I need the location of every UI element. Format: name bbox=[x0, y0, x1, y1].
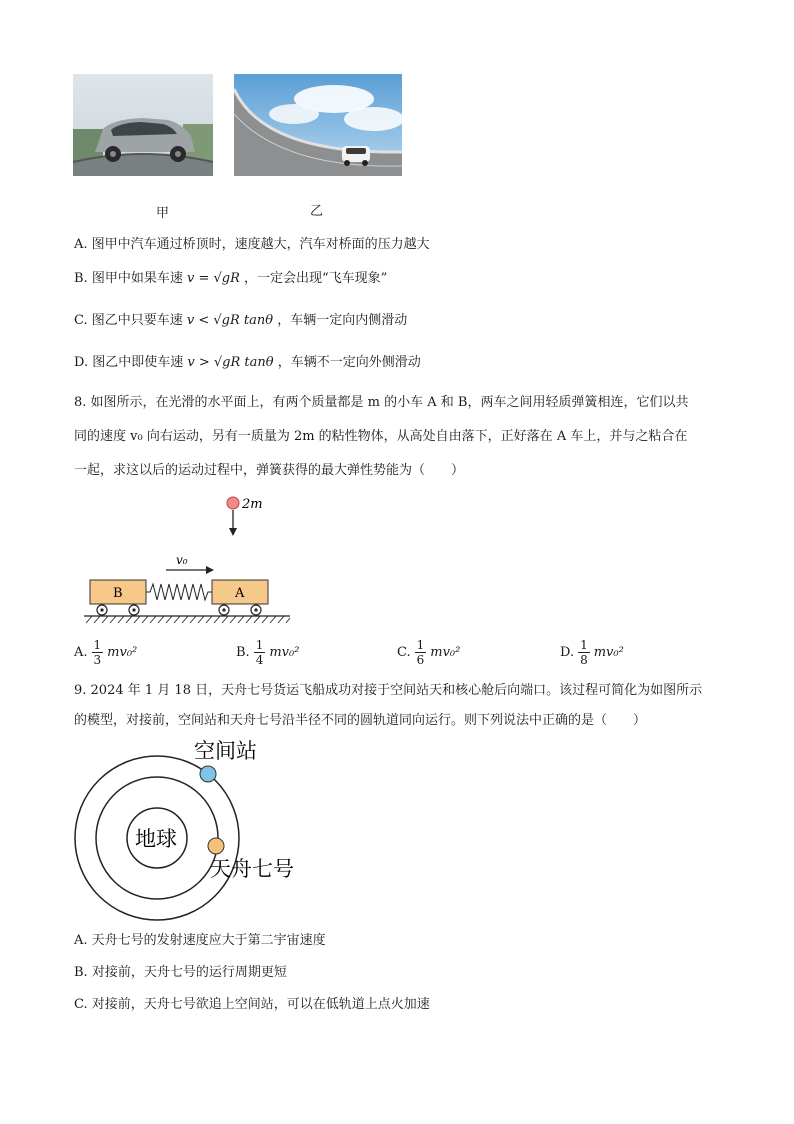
earth-label: 地球 bbox=[135, 827, 177, 851]
q8-option-d bbox=[560, 638, 624, 667]
velocity-arrow-head bbox=[206, 566, 214, 574]
photo-jia-caption: 甲 bbox=[156, 206, 170, 221]
q8-option-b-num: 1 bbox=[255, 638, 264, 652]
velocity-label: v₀ bbox=[176, 553, 188, 567]
q9-option-c: C. 对接前，天舟七号欲追上空间站，可以在低轨道上点火加速 bbox=[74, 997, 430, 1012]
photo-yi bbox=[234, 74, 402, 176]
spring bbox=[146, 584, 212, 600]
q8-option-d-frac bbox=[578, 638, 590, 667]
q7-option-c-post: ，车辆一定向内侧滑动 bbox=[277, 313, 408, 328]
mass-label: 2m bbox=[242, 497, 263, 512]
q8-option-d-num: 1 bbox=[580, 638, 588, 652]
ship-dot bbox=[208, 838, 224, 854]
q8-option-a bbox=[74, 638, 137, 667]
q7-option-d bbox=[74, 354, 421, 372]
ship-label: 天舟七号 bbox=[210, 857, 294, 881]
q7-option-a: A. 图甲中汽车通过桥顶时，速度越大，汽车对桥面的压力越大 bbox=[74, 237, 430, 252]
q7-option-b-post: ，一定会出现“飞车现象” bbox=[244, 271, 388, 286]
q8-option-b-letter: B. bbox=[236, 645, 250, 660]
q8-option-c-den: 6 bbox=[416, 653, 425, 667]
photo-jia bbox=[73, 74, 213, 176]
photo-yi-image bbox=[234, 74, 402, 176]
q8-line-3: 一起，求这以后的运动过程中，弹簧获得的最大弹性势能为（ ） bbox=[74, 463, 465, 478]
photo-yi-caption: 乙 bbox=[310, 204, 324, 219]
q7-option-b bbox=[74, 270, 387, 288]
q8-option-a-letter: A. bbox=[74, 645, 88, 660]
q8-option-b-expr: mv₀² bbox=[269, 645, 300, 660]
q9-line-2: 的模型，对接前，空间站和天舟七号沿半径不同的圆轨道同向运行。则下列说法中正确的是（ ） bbox=[74, 713, 647, 728]
q7-option-b-pre: B. 图甲中如果车速 bbox=[74, 271, 183, 286]
q8-option-b bbox=[236, 638, 299, 667]
q8-option-b-den: 4 bbox=[255, 653, 264, 667]
q8-option-c-num: 1 bbox=[416, 638, 425, 652]
q8-figure bbox=[84, 492, 304, 632]
q8-option-c-letter: C. bbox=[397, 645, 411, 660]
q8-line-1: 8. 如图所示，在光滑的水平面上，有两个质量都是 m 的小车 A 和 B，两车之间用轻质弹簧相连，它们以共 bbox=[74, 395, 689, 410]
q7-option-c-math: v < √gR tanθ bbox=[186, 313, 274, 328]
q7-option-d-post: ，车辆不一定向外侧滑动 bbox=[277, 355, 421, 370]
q7-option-b-math: v = √gR bbox=[186, 271, 240, 286]
q8-option-d-expr: mv₀² bbox=[593, 645, 624, 660]
q8-option-b-frac bbox=[254, 638, 266, 667]
q9-figure bbox=[70, 734, 320, 934]
ground-hatch bbox=[86, 616, 290, 623]
station-label: 空间站 bbox=[194, 739, 257, 763]
cart-a-label: A bbox=[235, 586, 245, 601]
q8-option-a-frac bbox=[92, 638, 104, 667]
q8-option-c-frac bbox=[415, 638, 427, 667]
q8-option-d-den: 8 bbox=[580, 653, 588, 667]
wheels bbox=[97, 605, 261, 615]
station-dot bbox=[200, 766, 216, 782]
q8-line-2: 同的速度 v₀ 向右运动，另有一质量为 2m 的粘性物体，从高处自由落下，正好落在 A 车上，并与之粘合在 bbox=[74, 429, 688, 444]
q8-option-a-den: 3 bbox=[93, 653, 102, 667]
photo-jia-image bbox=[73, 74, 213, 176]
q7-option-c bbox=[74, 312, 407, 330]
q7-option-d-math: v > √gR tanθ bbox=[187, 355, 274, 370]
q8-option-a-num: 1 bbox=[93, 638, 102, 652]
q9-option-b: B. 对接前，天舟七号的运行周期更短 bbox=[74, 965, 287, 980]
q8-option-c bbox=[397, 638, 460, 667]
q9-line-1: 9. 2024 年 1 月 18 日，天舟七号货运飞船成功对接于空间站天和核心舱后向端口。该过程可简化为如图所示 bbox=[74, 683, 703, 698]
mass-ball bbox=[227, 497, 239, 509]
fall-arrow-head bbox=[229, 528, 237, 536]
q8-option-d-letter: D. bbox=[560, 645, 575, 660]
q8-option-c-expr: mv₀² bbox=[430, 645, 461, 660]
cart-b-label: B bbox=[113, 586, 123, 601]
q7-option-c-pre: C. 图乙中只要车速 bbox=[74, 313, 183, 328]
q9-option-a: A. 天舟七号的发射速度应大于第二宇宙速度 bbox=[74, 933, 326, 948]
q7-option-d-pre: D. 图乙中即使车速 bbox=[74, 355, 184, 370]
q8-option-a-expr: mv₀² bbox=[107, 645, 138, 660]
